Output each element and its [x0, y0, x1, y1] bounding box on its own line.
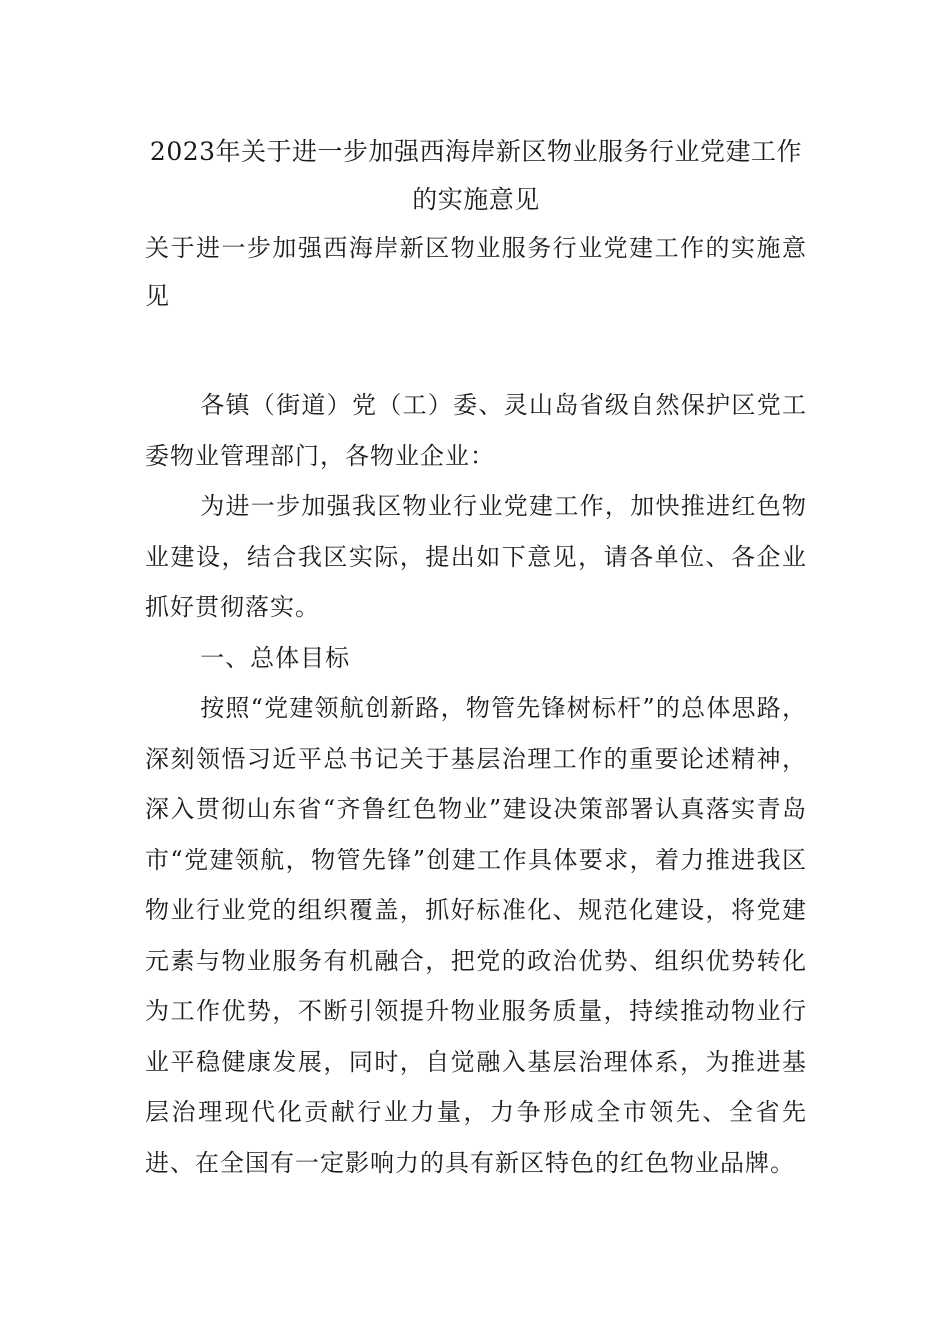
document-page: [145, 128, 807, 1188]
intro-paragraph: 为进一步加强我区物业行业党建工作，加快推进红色物业建设，结合我区实际，提出如下意见，请各单位、各企业抓好贯彻落实。: [145, 492, 807, 621]
section-body-overall-goal: 按照“党建领航创新路，物管先锋树标杆”的总体思路，深刻领悟习近平总书记关于基层治理工作的重要论述精神，深入贯彻山东省“齐鲁红色物业”建设决策部署认真落实青岛市“党建领航，物管先锋”创建工作具体要求，着力推进我区物业行业党的组织覆盖，抓好标准化、规范化建设，将党建元素与物业服务有机融合，把党的政治优势、组织优势转化为工作优势，不断引领提升物业服务质量，持续推动物业行业平稳健康发展，同时，自觉融入基层治理体系，为推进基层治理现代化贡献行业力量，力争形成全市领先、全省先进、在全国有一定影响力的具有新区特色的红色物业品牌。: [145, 694, 807, 1177]
document-subtitle: 关于进一步加强西海岸新区物业服务行业党建工作的实施意见: [145, 234, 807, 310]
title-line-1: 2023年关于进一步加强西海岸新区物业服务行业党建工作: [149, 137, 803, 166]
document-title: [145, 128, 807, 224]
addressee-paragraph: 各镇（街道）党（工）委、灵山岛省级自然保护区党工委物业管理部门，各物业企业：: [145, 391, 807, 470]
section-heading-overall-goal: 一、总体目标: [200, 643, 351, 672]
title-line-2: 的实施意见: [412, 185, 540, 214]
blank-space: [145, 320, 807, 380]
